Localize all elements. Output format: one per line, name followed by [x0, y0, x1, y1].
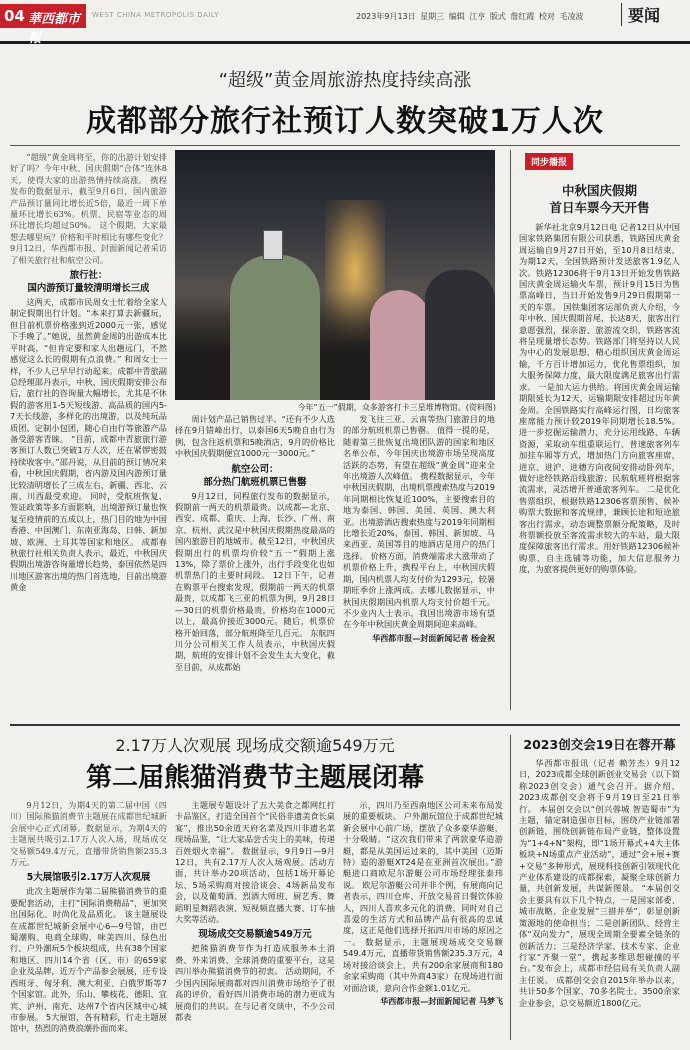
main-column-1 [10, 152, 167, 595]
panda-col2-body-top: 主题展专题设计了五大美食之都网红打卡品鉴区，打造全国首个“民俗非遗美食长桌宴”，推出50余道天府名菜及四川非遗名菜现场品鉴，“让大家品尝舌尖上的美味，传递百姓烟火幸福”。 数据显示，9月9日—9月12日，共有2.17万人次入场观展。活动方面，共计举办20项活动，包括1场开幕论坛、5场采购商对接洽谈会、4场新品发布会，以及葡萄酒、烈酒大师班、厨艺秀、舞蹈明星舞蹈表演、短视频直播大赛、订车抽大奖等活动。 [175, 800, 335, 925]
panda-byline: 华西都市报—封面新闻记者 马梦飞 [380, 996, 503, 1006]
main-col2-body-top: 周计划产品已销售过半。“还有不少人选择在9月错峰出行，以泰国6天5晚自由行为例，包含往返机票和5晚酒店，9月的价格比中秋国庆假期便宜1000元一3000元。” [175, 414, 335, 459]
main-column-2 [175, 414, 335, 674]
main-col3-body: 发飞往三亚、云南等热门旅游目的地的部分航班机票已售罄。 值得一提的是，随着第三批恢复出境团队游的国家和地区名单公布，今年国庆出境游市场呈现高度活跃的态势，有望在超级“黄金周”迎来全年出境游人次峰值。 携程数据显示，今年中秋国庆假期，出境机票搜索热度与2019年同期相比恢复近100%，主要搜索目的地为泰国、韩国、美国、英国、澳大利亚。出境游酒店搜索热度与2019年同期相比增长近20%，泰国、韩国、新加坡、马来西亚、英国等目的地酒店是用户的热门选择。 价格方面，消费端需求大涨带动了机票价格上升，携程平台上，中秋国庆假期，国内机票人均支付价为1293元，较暑期旺季价上涨两成。去哪儿数据显示，中秋国庆假期国内机票人均支付价超千元。 不少业内人士表示，我国出境游市场有望在今年中秋国庆黄金周期间迎来高峰。 [343, 414, 495, 630]
newspaper-subtitle: WEST CHINA METROPOLIS DAILY [92, 11, 220, 19]
railway-body: 新华社北京9月12日电 记者12日从中国国家铁路集团有限公司获悉，铁路国庆黄金周运输自9月27日开始，至10月8日结束，为期12天，全国铁路预计发送旅客1.9亿人次。铁路12306将于9月13日开始发售铁路国庆黄金周运输火车票，预计9月15日为售票高峰日，当日开始发售9月29日假期第一天的车票。 国铁集团客运部负责人介绍，今年中秋、国庆假期首尾，长达8天，旅客出行意愿强烈，探亲游、旅游流交织，铁路客流将呈现量增长态势。铁路部门将坚持以人民为中心的发展思想，精心组织国庆黄金周运输，千方百计增加运力，优化售票组织，加大服务保障力度，最大限度满足旅客出行需求。 一是加大运力供给。将国庆黄金周运输期限延长为12天，运输期限安排超过历年黄金周。全国铁路实行高峰运行图，日均旅客座席能力预计较2019年同期增长18.5%。进一步挖掘运输潜力，充分运用线路、车辆资源，采取动车组重联运行、普速旅客列车加挂车厢等方式，增加热门方向旅客座席，进京、进沪、进穗方向夜间安排动卧列车，做好途经铁路沿线旅游；民航航班将根据客流需求，灵活增开普通旅客列车。 二是优化售票组织，根据铁路12306客票预售、候补购票大数据和客流规律，兼顾长途和短途旅客出行需求，动态调整票额分配策略，及时将票额投放至客流需求较大的车站，最大限度保障旅客出行需求。用好铁路12306候补购票、自主选铺等功能，加大信息服务力度，为旅客提供更好的购票体验。 [519, 222, 680, 575]
railway-title-line2: 首日车票今天开售 [549, 200, 650, 215]
photo-phone [263, 230, 283, 260]
panda-subhead-1: 5大展馆吸引2.17万人次观展 [26, 872, 151, 884]
railway-sidebar [519, 150, 680, 577]
newspaper-logo: 華西都市報 [28, 12, 81, 46]
main-lead: “超级”黄金周将至，你的出游计划安排好了吗？今年中秋、国庆假期“合体”连休8天，使得大家的出游热情持续高涨。 携程发布的数据显示，截至9月6日，国内旅游产品预订量同比增长近5倍，最近一周下单量环比增长63%。机票、民宿等业态的周环比增长均超过50%。 这个假期，大家最想去哪里玩？价格和平时相比有哪些变化？9月12日，华西都市报、封面新闻记者采访了相关旅行社和航空公司。 [10, 152, 167, 265]
innovation-body: 华西都市报讯（记者 赖芳杰）9月12日，2023成都全球创新创业交易会（以下简称2023创交会）通气会召开。据介绍，2023成都创交会将于9月19日至21日举行。 本届创交会以“创兴蓉城 智造蜀市”为主题，锚定制造强市目标，围绕产业链部署创新链，围绕创新链布局产业链，整体设置为“1+4+N”架构，即“1场开幕式+4大主体板块+N场重点产业活动”，通过“会+展+赛+交易”多种形式，展现科技创新引领现代化产业体系建设的成都探索，凝聚全球创新力量，共创新发展，共谋新图景。 “本届创交会主要具有以下几个特点，一是国家部委、城市战略、企业发展“三措并举”，彰显创新策源地的使命担当；二是创新团队、经营主体“双向发力”，展现全周期全要素全链条的创新活力；三是经济学家、技术专家、企业行家“齐聚一堂”，携起多维思想碰撞的平台。”发布会上，成都市经信局有关负责人副主任说。 成都创交会自2015年举办以来，共计50多个国家、70多名院士、3500余家企业参会，总交易额近1800亿元。 [519, 758, 680, 1008]
main-column-3 [343, 414, 495, 644]
main-headline: 成都部分旅行社预订人数突破1万人次 [86, 104, 604, 139]
issue-date: 2023年9月13日 星期三 [356, 12, 445, 21]
subhead-label: 航空公司： [231, 463, 279, 475]
subhead-title: 部分热门航班机票已售罄 [203, 476, 307, 488]
panda-col1-body: 此次主题展作为第二届熊猫消费节的重要配套活动，主打“国际消费精品”，更加突出国际化、时尚化及品质化。 该主题展设在成都世纪城新会展中心6—9号馆，由巴蜀潮购、电商全球购、味美四川、绿色出行、户外潮玩5个板块组成，共有38个国家和地区、四川14个省（区、市）的659家企业及品牌，近万个产品参会展展，还专设西班牙、匈牙利、澳大利亚、白俄罗斯等7个国家馆。此外，乐山、攀枝花、德阳、宜宾、泸州、南充、达州7个省内区域中心城市参展。 5大展馆，各有精彩，行走主题展馆中，热烈的消费浪潮扑面而来。 [10, 886, 167, 1034]
photo-caption: 今年“五一”假期，众多游客打卡三星堆博物馆。(资料图) [297, 403, 496, 412]
column-divider [510, 150, 511, 710]
panda-col3-body: 示，四川乃至西南地区公司未来布局发展的重要板块。 户外潮玩馆位于成都世纪城新会展中心前广场，摆放了众多豪华游艇，十分吸睛。“这次我们带来了两款豪华造游艇，都是从美国运过来的，其中美国（迈斯特）造的游艇XT24是在亚洲首次展出。”游艇进口商欧尼尔游艇公司市场经理张泰玮说。 欧尼尔游艇公司并非个例，有展商向记者表示，四川仓库、开放交易首日餐饮体验人，四川人喜欢多元化的消费，同时对自己喜爱的生活方式和品牌产品有很高的忠诚度，这正是他们选择开拓四川市场的原因之一。 数据显示，主题展现场成交交易额549.4万元，直播带货销售额235.3万元，4场对接洽谈会上，共有200余家展商和180余家采购商（其中外商43家）在现场进行面对面洽谈，意向合作金额1.01亿元。 [343, 800, 503, 993]
photo-visitor [230, 255, 320, 400]
panda-col2-body: 把熊猫消费节作为打造成服务本土消费、外来消费、全球消费的重要平台，这是四川举办熊猫消费节的初衷。 活动期间，不少国内国际展商都对四川消费市场给予了很高的评价，看好四川消费市场的潜力更成为展商们的共识。在与记者交谈中，不少公司都表 [175, 943, 335, 1022]
main-col1-body: 这两天，成都市民周女士忙着给全家人制定假期出行计划。“本来打算去新疆玩，但目前机票价格涨到近2000元一张，感觉下手晚了。”她说，虽然黄金周的出游成本比平时高，“但肯定要和家人出趟远门，不然感觉这么长的假期有点浪费。” 和周女士一样，不少人已早早行动起来。成都中青旅副总经理邵丹表示，中秋、国庆假期安排公布后，旅行社的咨询量大幅增长，尤其是不休假的游客用1-5天短线游、高品质的国内5-7天长线游，多样化的出境游，以及纯玩品质团、定制小包团，随心自由行等旅游产品备受游客青睐。 “目前，成都中青旅旅行游客预订人数已突破1万人次，还在紧锣密鼓持续收客中。”邵丹说，从目前的预订情况来看，中秋国庆假期，省内游及国内游预订量比较清明增长了三成左右，新疆、西北、云南、川西最受欢迎。 同时，受航班恢复、签证政策等多方面影响，出境游预订量也恢复至疫情前的五成以上，热门目的地为中国香港、中国澳门、东南亚海岛、日韩、新加坡、欧洲、土耳其等国家和地区。 成都春秋旅行社相关负责人表示，最近，中秋国庆假期出境游咨询量增长趋势，泰国依然是四川地区游客出境的热门首选地，目前出境游黄金 [10, 297, 167, 593]
railway-body-column [519, 222, 680, 576]
subhead-travel-agency [10, 269, 167, 295]
column-divider [510, 735, 511, 1040]
page-number-box [0, 4, 86, 46]
main-byline: 华西都市报—封面新闻记者 杨金祝 [372, 633, 495, 643]
railway-title-line1: 中秋国庆假期 [561, 183, 637, 198]
photo-visitor [425, 270, 495, 400]
main-kicker: “超级”黄金周旅游热度持续高涨 [218, 70, 472, 91]
headline-rule [10, 145, 680, 146]
innovation-column [519, 758, 680, 1010]
editor-credit: 编辑 江亨 [448, 12, 486, 21]
panda-kicker: 2.17万人次观展 现场成交额逾549万元 [115, 736, 395, 755]
section-divider [10, 724, 680, 726]
subhead-title: 国内游预订量较清明增长三成 [27, 283, 150, 295]
main-col2-body: 9月12日，同程旅行发布的数据显示，假期前一两天的机票最贵。以成都—北京、西安、成都、重庆、上海、长沙、广州、南京、杭州、武汉是中秋国庆假期热度最高的国内旅游目的地城市。截至12日，中秋国庆假期出行的机票均价较“五一”假期上涨13%，除了票价上涨外，出行手段变化也如机票热门的主要时间段。 12日下午，记者在购票平台搜索发现，假期前一两天的机票最贵，以成都飞三亚的机票为例，9月28日—30日的机票价格最贵，价格均在1000元以上，最高价接近3000元。随后，机票价格开始回落，部分航班降至几百元。 东航四川分公司相关工作人员表示，中秋国庆假期，航班的安排计划不会发生太大变化，截至目前，从成都始 [175, 490, 335, 672]
museum-photo [175, 150, 495, 400]
issue-info [356, 11, 583, 22]
section-title: 要闻 [621, 3, 660, 26]
subhead-airline [175, 463, 335, 489]
panda-headline: 第二届熊猫消费节主题展闭幕 [85, 763, 424, 793]
panda-lead: 9月12日，为期4天的第二届中国（四川）国际熊猫消费节主题展在成都世纪城新会展中心正式闭幕。数据显示，为期4天的主题展共吸引2.17万人次入场，现场成交交易额549.4万元，直播带货销售额235.3万元。 [10, 800, 167, 868]
sync-report-tag: 同步播报 [525, 153, 573, 170]
panda-column-2 [175, 800, 335, 1024]
proof-credit: 校对 毛凌波 [538, 12, 584, 21]
subhead-label: 旅行社： [69, 270, 108, 282]
page-number: 04 [4, 7, 25, 25]
railway-title [519, 182, 680, 216]
panda-subhead-2: 现场成交交易额逾549万元 [198, 929, 312, 941]
panda-column-3 [343, 800, 503, 1007]
layout-credit: 版式 詹红霞 [489, 12, 535, 21]
masthead [0, 0, 690, 44]
panda-column-1 [10, 800, 167, 1036]
innovation-title: 2023创交会19日在蓉开幕 [523, 737, 676, 752]
photo-visitor [370, 290, 430, 400]
